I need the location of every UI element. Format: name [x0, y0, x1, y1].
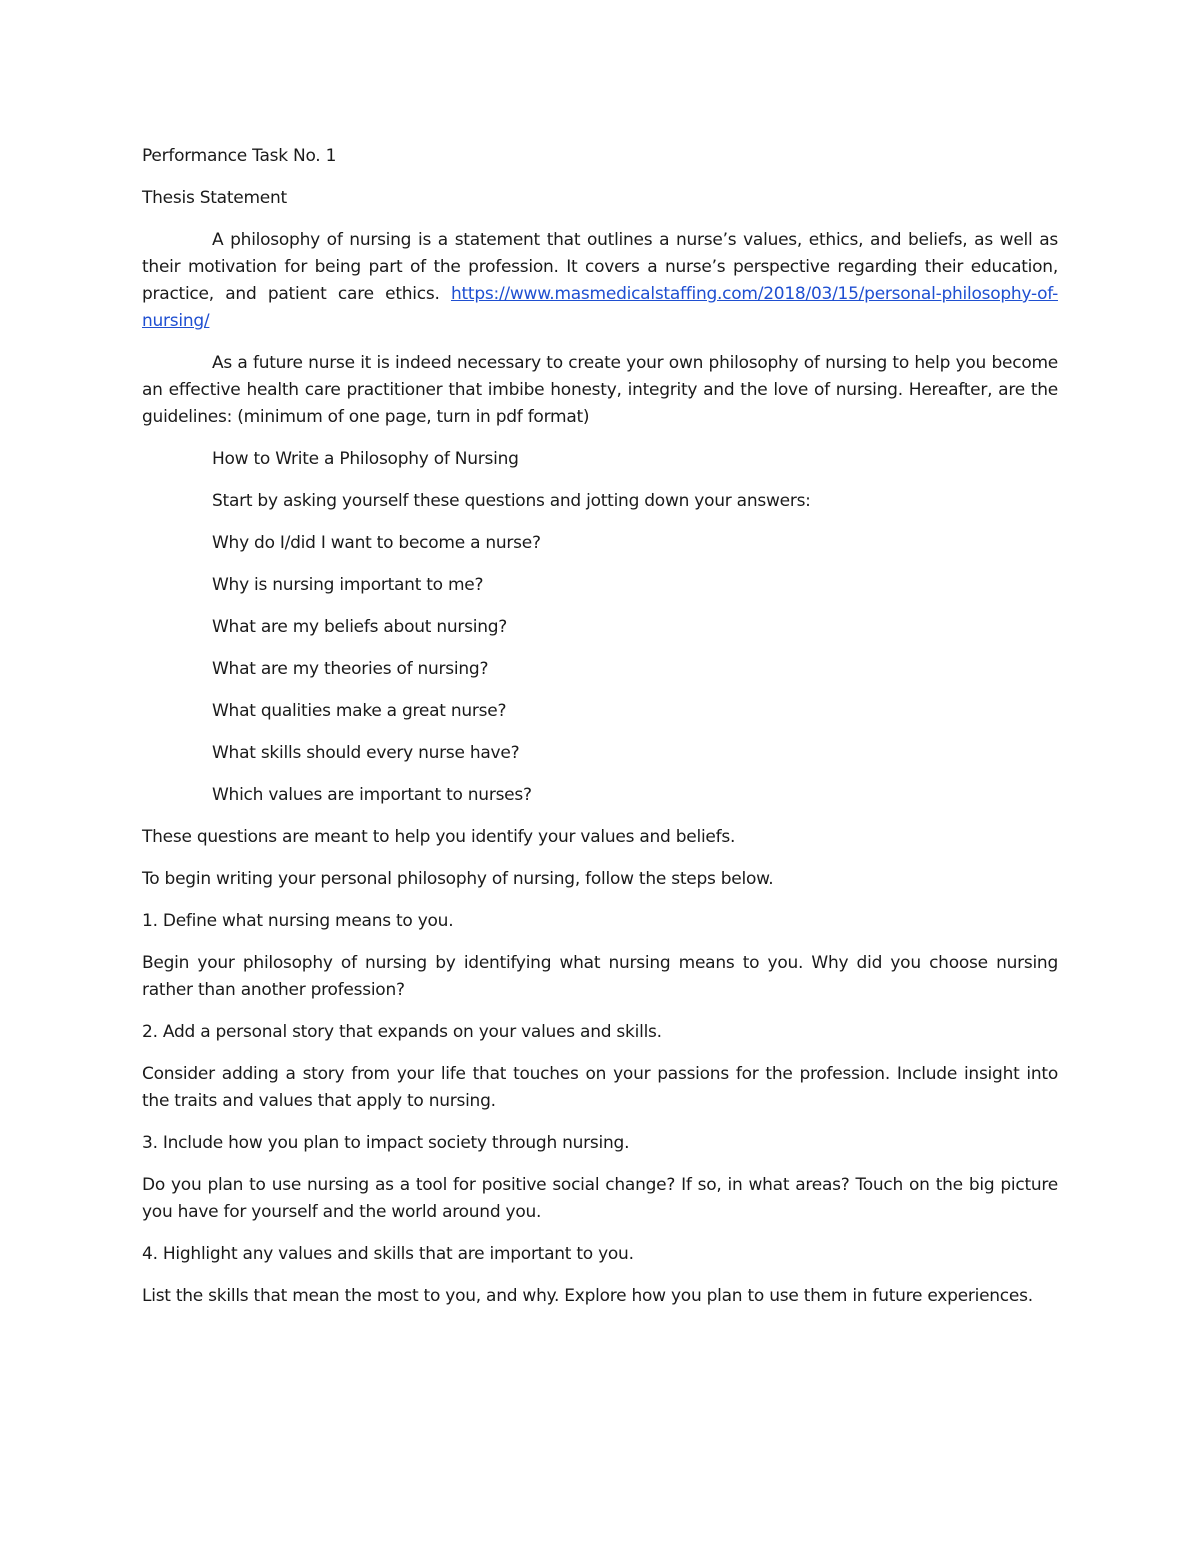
- guide-intro: Start by asking yourself these questions and jotting down your answers:: [212, 491, 811, 511]
- guidelines-paragraph: As a future nurse it is indeed necessary to create your own philosophy of nursing to help you become an effective health care practitioner that imbibe honesty, integrity and the love of nursing. Hereafter, are the guidelines: (minimum of one page, turn in pdf format): [142, 353, 1058, 427]
- steps-intro: To begin writing your personal philosophy of nursing, follow the steps below.: [142, 869, 774, 889]
- question-item: Which values are important to nurses?: [212, 785, 532, 805]
- step-body: List the skills that mean the most to you, and why. Explore how you plan to use them in future experiences.: [142, 1286, 1033, 1306]
- step-body: Consider adding a story from your life that touches on your passions for the profession. Include insight into the traits and values that apply to nursing.: [142, 1064, 1058, 1111]
- step-body: Do you plan to use nursing as a tool for positive social change? If so, in what areas? Touch on the big picture you have for yourself and the world around you.: [142, 1175, 1058, 1222]
- question-item: Why do I/did I want to become a nurse?: [212, 533, 541, 553]
- question-item: What are my theories of nursing?: [212, 659, 489, 679]
- document-page: [142, 143, 1058, 1325]
- step-title: 4. Highlight any values and skills that are important to you.: [142, 1244, 634, 1264]
- step-title: 1. Define what nursing means to you.: [142, 911, 454, 931]
- step-body: Begin your philosophy of nursing by identifying what nursing means to you. Why did you choose nursing rather than another profession?: [142, 953, 1058, 1000]
- source-link[interactable]: https://www.masmedicalstaffing.com/2018/03/15/personal-philosophy-of-nursing/: [142, 284, 1058, 331]
- guide-heading: How to Write a Philosophy of Nursing: [212, 449, 519, 469]
- intro-paragraph-text: A philosophy of nursing is a statement that outlines a nurse’s values, ethics, and beliefs, as well as their motivation for being part of the profession. It covers a nurse’s perspective regarding their education, practice, and patient care ethics.: [142, 230, 1058, 304]
- question-item: What qualities make a great nurse?: [212, 701, 507, 721]
- question-item: What skills should every nurse have?: [212, 743, 520, 763]
- document-title: Performance Task No. 1: [142, 146, 337, 166]
- question-item: Why is nursing important to me?: [212, 575, 484, 595]
- section-heading: Thesis Statement: [142, 188, 287, 208]
- question-item: What are my beliefs about nursing?: [212, 617, 508, 637]
- intro-paragraph: [142, 227, 1058, 335]
- step-title: 3. Include how you plan to impact society through nursing.: [142, 1133, 630, 1153]
- step-title: 2. Add a personal story that expands on your values and skills.: [142, 1022, 662, 1042]
- questions-note: These questions are meant to help you identify your values and beliefs.: [142, 827, 736, 847]
